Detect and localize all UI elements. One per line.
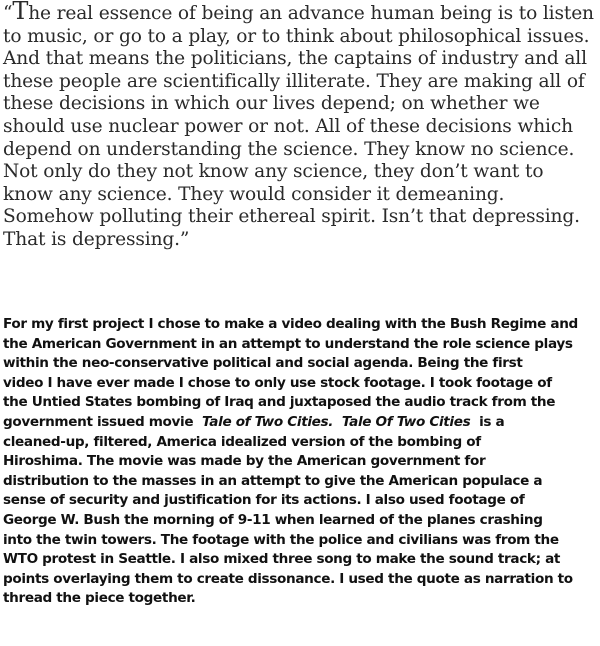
project-description bbox=[3, 315, 599, 609]
quote-line: Not only do they not know any science, they don’t want to bbox=[3, 161, 544, 183]
body-line-text: government issued movie bbox=[3, 413, 202, 430]
body-line: Hiroshima. The movie was made by the American government for bbox=[3, 453, 486, 470]
body-line: sense of security and justification for its actions. I also used footage of bbox=[3, 492, 525, 509]
quote-line: And that means the politicians, the captains of industry and all bbox=[3, 48, 587, 70]
body-line: video I have ever made I chose to only use stock footage. I took footage of bbox=[3, 374, 552, 391]
body-line: WTO protest in Seattle. I also mixed three song to make the sound track; at bbox=[3, 551, 561, 568]
body-line: cleaned-up, filtered, America idealized version of the bombing of bbox=[3, 433, 481, 450]
quote-line-text: he real essence of being an advance human being is to listen bbox=[28, 3, 594, 24]
body-line bbox=[3, 413, 599, 433]
body-line-text: is a bbox=[470, 413, 505, 430]
quote-line: to music, or go to a play, or to think about philosophical issues. bbox=[3, 25, 590, 47]
quote-line: should use nuclear power or not. All of these decisions which bbox=[3, 115, 573, 137]
quote-first-letter: T bbox=[12, 0, 29, 25]
quote-line bbox=[3, 0, 597, 26]
quote-line: these people are scientifically illiterate. They are making all of bbox=[3, 70, 585, 92]
body-line: within the neo-conservative political and social agenda. Being the first bbox=[3, 355, 523, 372]
body-line: into the twin towers. The footage with the police and civilians was from the bbox=[3, 531, 559, 548]
quote-line: That is depressing.” bbox=[3, 228, 190, 250]
movie-title: Tale Of Two Cities bbox=[341, 413, 471, 430]
body-line: the American Government in an attempt to understand the role science plays bbox=[3, 335, 573, 352]
quote-line: know any science. They would consider it demeaning. bbox=[3, 183, 505, 205]
body-line: points overlaying them to create dissonance. I used the quote as narration to bbox=[3, 570, 573, 587]
quote-line: these decisions in which our lives depend; on whether we bbox=[3, 93, 540, 115]
quote-block bbox=[3, 0, 597, 252]
body-line: For my first project I chose to make a video dealing with the Bush Regime and bbox=[3, 316, 578, 332]
body-line-spacer bbox=[333, 414, 342, 430]
quote-line: Somehow polluting their ethereal spirit. Isn’t that depressing. bbox=[3, 206, 580, 228]
quote-line: depend on understanding the science. They know no science. bbox=[3, 138, 575, 160]
body-line: thread the piece together. bbox=[3, 590, 196, 607]
quote-open-mark: “ bbox=[3, 3, 13, 24]
body-line: the Untied States bombing of Iraq and juxtaposed the audio track from the bbox=[3, 394, 556, 411]
body-line: George W. Bush the morning of 9-11 when learned of the planes crashing bbox=[3, 511, 543, 528]
body-line: distribution to the masses in an attempt to give the American populace a bbox=[3, 472, 543, 489]
movie-title: Tale of Two Cities. bbox=[202, 413, 334, 430]
